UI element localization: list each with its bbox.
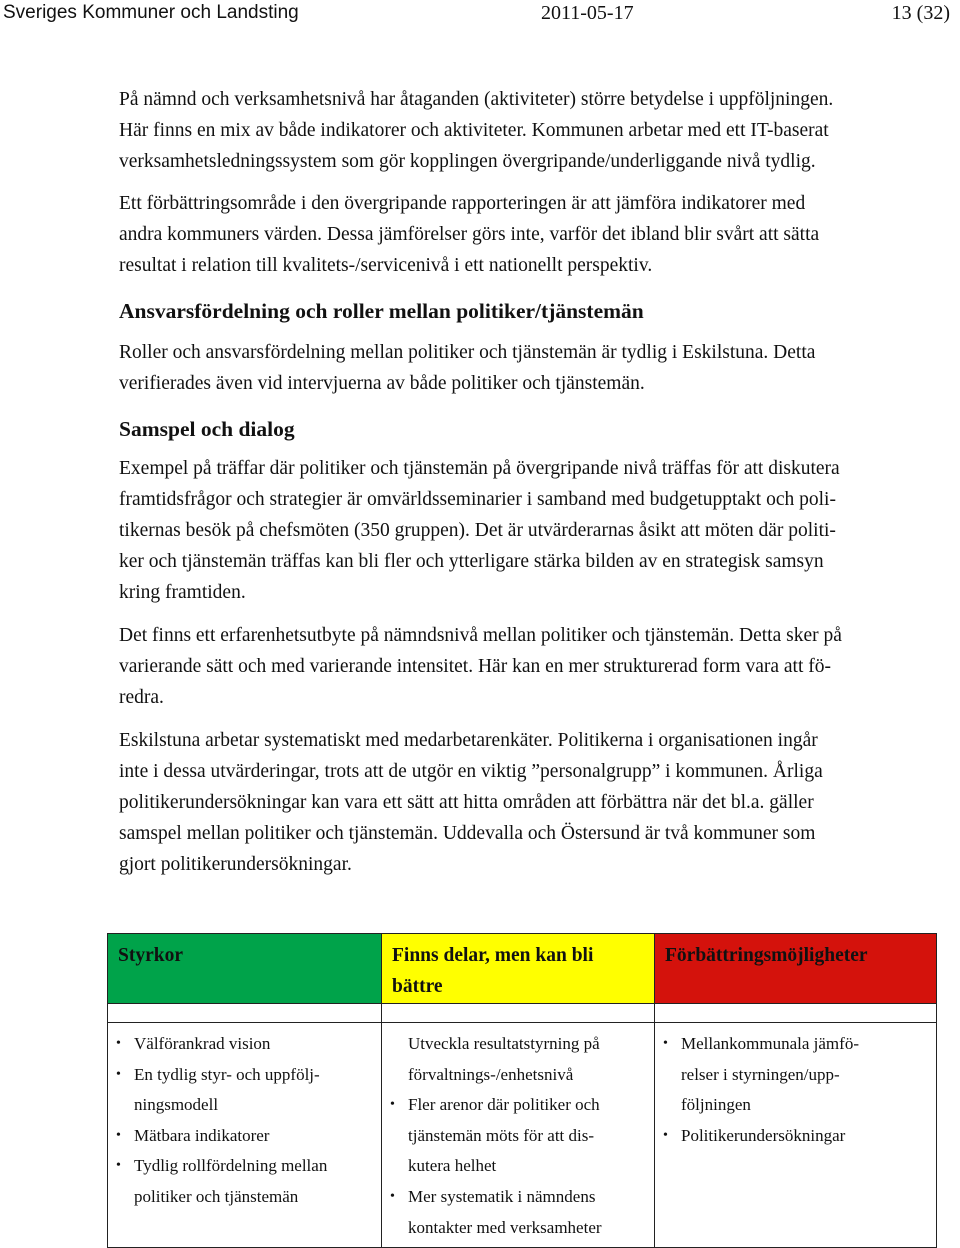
text-line: På nämnd och verksamhetsnivå har åtaganden (aktiviteter) större betydelse i uppföljningen. xyxy=(119,89,834,110)
text-line: gjort politikerundersökningar. xyxy=(119,854,352,875)
text-line: verifierades även vid intervjuerna av både politiker och tjänstemän. xyxy=(119,373,645,394)
list-item-text: tjänstemän möts för att dis- xyxy=(408,1125,595,1145)
header-line: bättre xyxy=(392,976,443,997)
list-item xyxy=(663,1029,928,1121)
improvements-cell xyxy=(655,1023,937,1248)
paragraph-5 xyxy=(119,620,939,713)
bullet-icon: • xyxy=(116,1127,121,1143)
list-item-text: kutera helhet xyxy=(408,1156,497,1176)
bullet-icon: • xyxy=(663,1127,668,1143)
text-line: kring framtiden. xyxy=(119,582,246,603)
header-improvements: Förbättringsmöjligheter xyxy=(655,934,937,1004)
text-line: tikernas besök på chefsmöten (350 gruppen). Det är utvärderarnas åsikt att möten där politi- xyxy=(119,520,836,541)
list-item xyxy=(390,1182,646,1243)
page-number: 13 (32) xyxy=(891,2,950,24)
list-item-text: ningsmodell xyxy=(134,1095,219,1115)
list-item xyxy=(116,1060,373,1121)
paragraph-1 xyxy=(119,84,939,177)
list-item-text: kontakter med verksamheter xyxy=(408,1217,602,1237)
list-item-text: relser i styrningen/upp- xyxy=(681,1064,840,1084)
paragraph-3 xyxy=(119,337,939,399)
list-item-text: En tydlig styr- och uppfölj- xyxy=(134,1064,320,1084)
partial-cell xyxy=(382,1023,655,1248)
section-heading: Samspel och dialog xyxy=(119,417,295,441)
bullet-icon: • xyxy=(390,1188,395,1204)
text-line: samspel mellan politiker och tjänstemän. Uddevalla och Östersund är två kommuner som xyxy=(119,823,816,844)
text-line: Det finns ett erfarenhetsutbyte på nämndsnivå mellan politiker och tjänstemän. Detta sker på xyxy=(119,625,842,646)
list-item-text: Mer systematik i nämndens xyxy=(408,1186,596,1206)
text-line: ker och tjänstemän träffas kan bli fler och ytterligare stärka bilden av en strategisk samsyn xyxy=(119,551,824,572)
bullet-icon: • xyxy=(116,1066,121,1082)
list-item-text: Välförankrad vision xyxy=(134,1034,271,1053)
bullet-icon: • xyxy=(390,1097,395,1113)
text-line: Ett förbättringsområde i den övergripande rapporteringen är att jämföra indikatorer med xyxy=(119,193,806,214)
list-item xyxy=(116,1121,373,1152)
paragraph-2 xyxy=(119,188,939,281)
list-item-text: Mellankommunala jämfö- xyxy=(681,1034,859,1053)
text-line: framtidsfrågor och strategier är omvärldsseminarier i samband med budgetupptakt och poli- xyxy=(119,489,836,510)
text-line: andra kommuners värden. Dessa jämförelser görs inte, varför det ibland blir svårt att sätta xyxy=(119,224,820,245)
list-item-text: Politikerundersökningar xyxy=(681,1125,846,1145)
partial-intro-line: Utveckla resultatstyrning på xyxy=(408,1034,600,1053)
document-date: 2011-05-17 xyxy=(541,2,634,24)
organization-name: Sveriges Kommuner och Landsting xyxy=(3,2,299,23)
header-line: Finns delar, men kan bli xyxy=(392,945,594,966)
bullet-icon: • xyxy=(116,1036,121,1051)
list-item xyxy=(390,1090,646,1182)
text-line: Roller och ansvarsfördelning mellan politiker och tjänstemän är tydlig i Eskilstuna. Detta xyxy=(119,342,816,363)
section-heading: Ansvarsfördelning och roller mellan politiker/tjänstemän xyxy=(119,299,644,323)
text-line: inte i dessa utvärderingar, trots att de utgör en viktig ”personalgrupp” i kommunen. Årliga xyxy=(119,761,823,782)
list-item-text: politiker och tjänstemän xyxy=(134,1186,299,1206)
list-item xyxy=(663,1121,928,1152)
list-item-text: Mätbara indikatorer xyxy=(134,1125,270,1145)
list-item xyxy=(116,1151,373,1212)
bullet-icon: • xyxy=(663,1036,668,1051)
heading-roles xyxy=(119,296,939,326)
swot-table xyxy=(107,933,937,1248)
text-line: Här finns en mix av både indikatorer och aktiviteter. Kommunen arbetar med ett IT-baserat xyxy=(119,120,829,141)
partial-intro-line: förvaltnings-/enhetsnivå xyxy=(408,1064,574,1084)
text-line: redra. xyxy=(119,687,164,708)
text-line: Exempel på träffar där politiker och tjänstemän på övergripande nivå träffas för att diskutera xyxy=(119,458,840,479)
list-item-text: Fler arenor där politiker och xyxy=(408,1095,600,1115)
text-line: verksamhetsledningssystem som gör kopplingen övergripande/underliggande nivå tydlig. xyxy=(119,151,816,172)
list-item-text: Tydlig rollfördelning mellan xyxy=(134,1156,328,1176)
paragraph-6 xyxy=(119,725,939,880)
bullet-icon: • xyxy=(116,1158,121,1174)
text-line: politikerundersökningar kan vara ett sätt att hitta områden att förbättra när det bl.a. gäller xyxy=(119,792,814,813)
text-line: resultat i relation till kvalitets-/servicenivå i ett nationellt perspektiv. xyxy=(119,255,653,276)
list-item xyxy=(116,1029,373,1060)
header-strengths: Styrkor xyxy=(108,934,382,1004)
text-line: Eskilstuna arbetar systematiskt med medarbetarenkäter. Politikerna i organisationen ingår xyxy=(119,730,818,751)
header-partial xyxy=(382,934,655,1004)
list-item-text: följningen xyxy=(681,1095,751,1115)
paragraph-4 xyxy=(119,453,939,608)
heading-dialog xyxy=(119,414,939,444)
page-header xyxy=(0,0,960,30)
text-line: varierande sätt och med varierande intensitet. Här kan en mer strukturerad form vara att fö- xyxy=(119,656,831,677)
strengths-cell xyxy=(108,1023,382,1248)
